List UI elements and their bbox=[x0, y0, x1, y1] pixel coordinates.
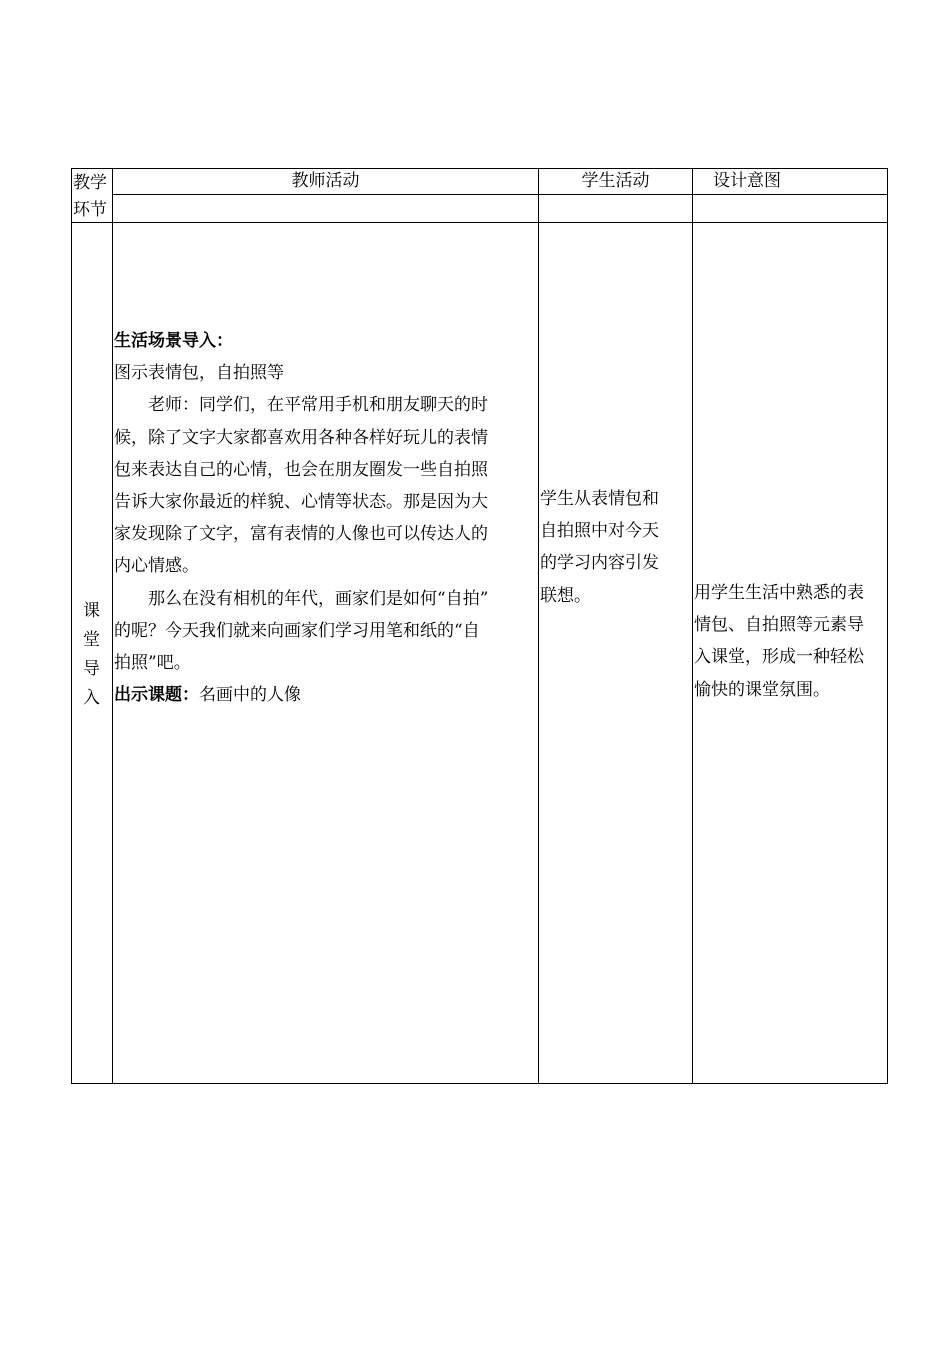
table-top-border bbox=[71, 168, 888, 169]
column-divider-student bbox=[692, 168, 693, 1084]
teacher-line: 家发现除了文字，富有表情的人像也可以传达人的 bbox=[114, 524, 488, 545]
topic-label: 出示课题： bbox=[114, 685, 199, 706]
teacher-line: 包来表达自己的心情，也会在朋友圈发一些自拍照 bbox=[114, 459, 488, 480]
teacher-line: 那么在没有相机的年代，画家们是如何“自拍” bbox=[114, 588, 489, 609]
teacher-line: 内心情感。 bbox=[114, 556, 199, 577]
header-stage-line1: 教学 bbox=[73, 173, 107, 193]
teacher-line: 告诉大家你最近的样貌、心情等状态。那是因为大 bbox=[114, 492, 488, 513]
intent-line: 愉快的课堂氛围。 bbox=[694, 679, 830, 700]
column-divider-stage bbox=[112, 168, 113, 1084]
stage-char-1: 课 bbox=[83, 601, 100, 621]
student-line: 的学习内容引发 bbox=[540, 553, 659, 574]
scene-heading: 生活场景导入： bbox=[114, 331, 233, 351]
teacher-line: 候，除了文字大家都喜欢用各种各样好玩儿的表情 bbox=[114, 427, 488, 448]
student-line: 学生从表情包和 bbox=[540, 489, 659, 509]
teacher-activity-text bbox=[114, 325, 538, 711]
header-stage-line2: 环节 bbox=[73, 200, 107, 220]
column-divider-teacher bbox=[538, 168, 539, 1084]
stage-char-4: 入 bbox=[83, 688, 100, 708]
table-bottom-border bbox=[71, 1083, 888, 1084]
intent-line: 用学生生活中熟悉的表 bbox=[694, 583, 864, 603]
topic-line bbox=[114, 679, 538, 711]
topic-value: 名画中的人像 bbox=[199, 685, 301, 706]
intent-line: 情包、自拍照等元素导 bbox=[694, 615, 864, 636]
student-line: 联想。 bbox=[540, 585, 591, 606]
teacher-line: 图示表情包，自拍照等 bbox=[114, 363, 284, 384]
student-line: 自拍照中对今天 bbox=[540, 521, 659, 542]
header-teacher-activity: 教师活动 bbox=[291, 171, 360, 191]
stage-char-3: 导 bbox=[83, 659, 100, 679]
header-divider bbox=[112, 194, 888, 195]
teacher-line: 老师：同学们，在平常用手机和朋友聊天的时 bbox=[114, 395, 488, 416]
student-activity-text bbox=[540, 483, 692, 612]
intent-line: 入课堂，形成一种轻松 bbox=[694, 647, 864, 668]
teacher-line: 拍照”吧。 bbox=[114, 653, 191, 674]
stage-char-2: 堂 bbox=[83, 630, 100, 650]
table-right-border bbox=[887, 168, 888, 1084]
table-left-border bbox=[71, 168, 72, 1084]
header-student-activity: 学生活动 bbox=[581, 171, 650, 191]
header-design-intent: 设计意图 bbox=[713, 171, 781, 191]
design-intent-text bbox=[694, 577, 887, 706]
teacher-line: 的呢？今天我们就来向画家们学习用笔和纸的“自 bbox=[114, 620, 480, 641]
header-bottom-border bbox=[71, 222, 888, 223]
